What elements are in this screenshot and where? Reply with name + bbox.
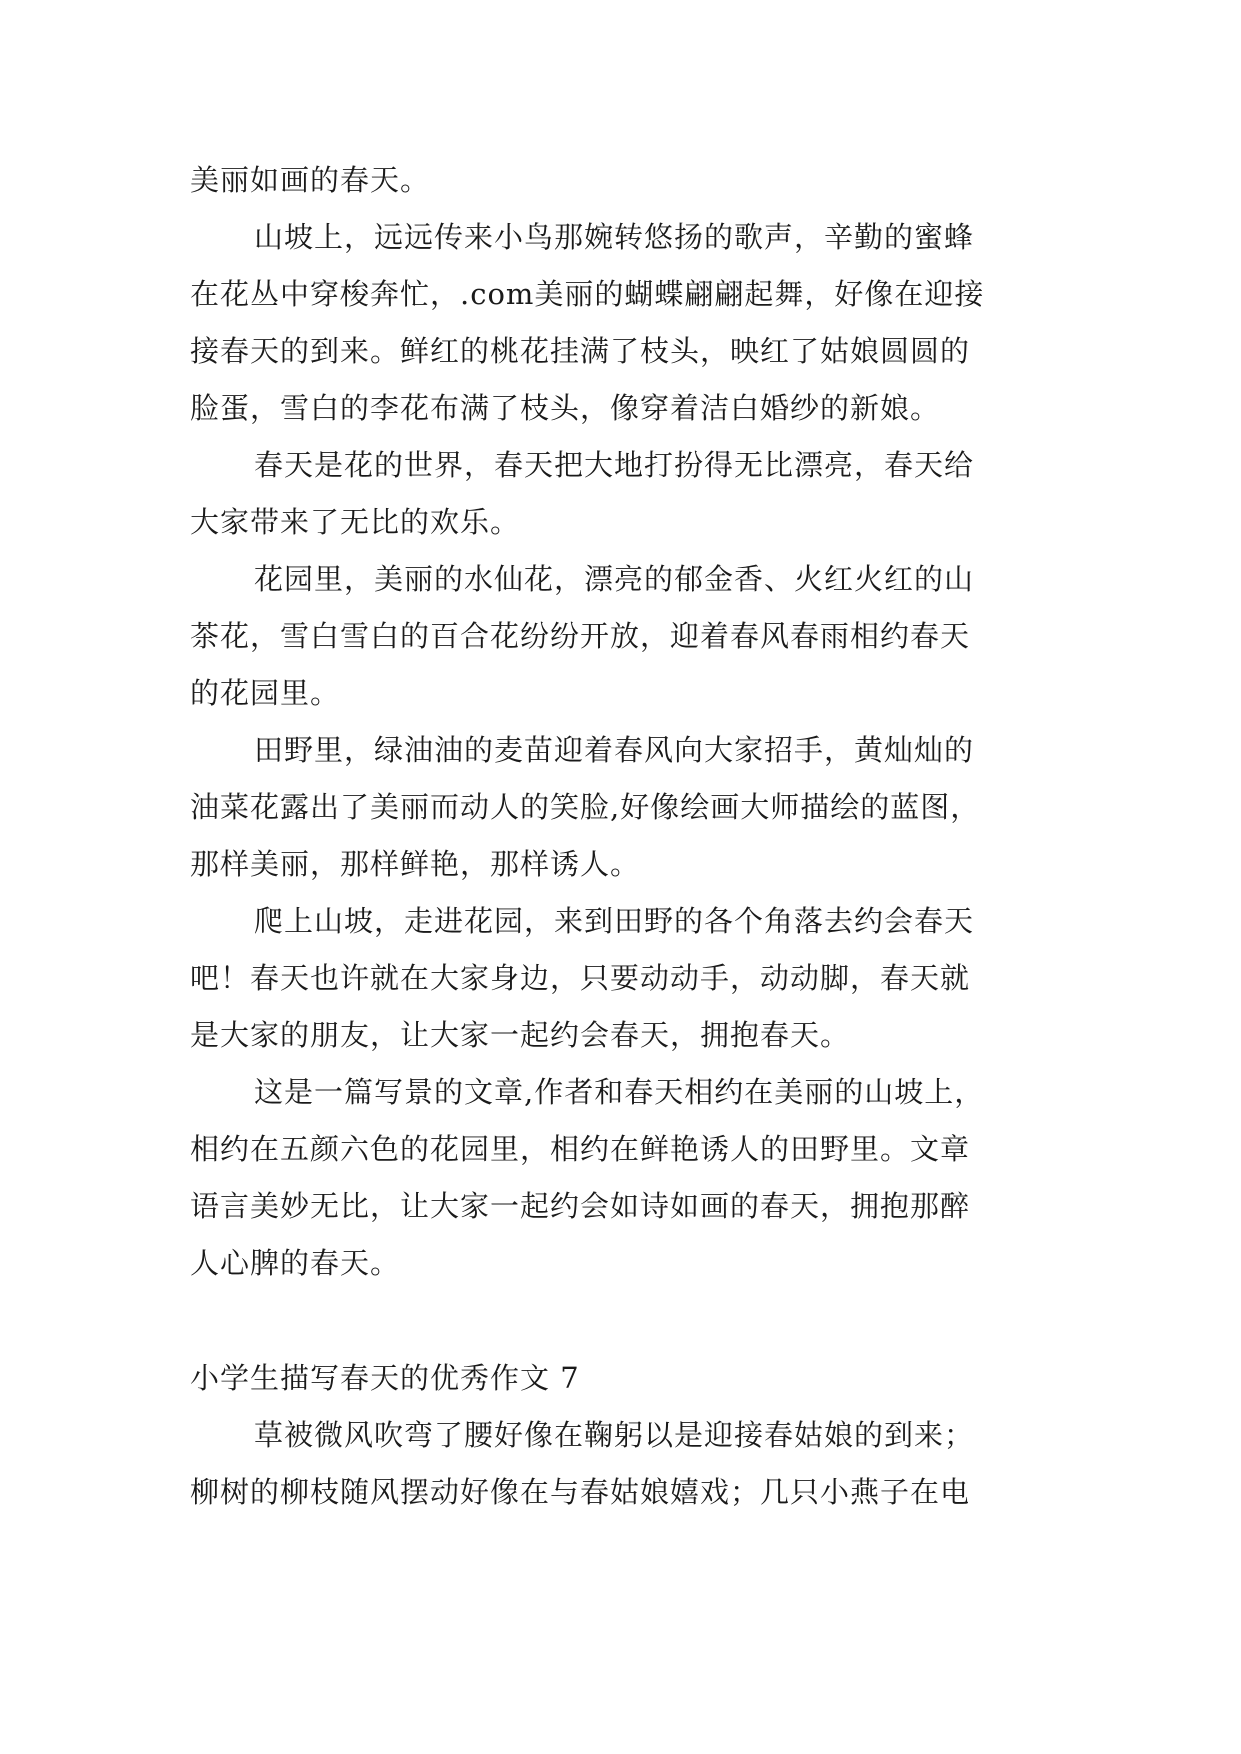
text-line: 山坡上，远远传来小鸟那婉转悠扬的歌声，辛勤的蜜蜂 (254, 220, 975, 254)
text-line: 花园里，美丽的水仙花，漂亮的郁金香、火红火红的山 (254, 562, 975, 596)
text-line: 在花丛中穿梭奔忙，.com美丽的蝴蝶翩翩起舞，好像在迎接 (190, 277, 985, 311)
text-line: 这是一篇写景的文章,作者和春天相约在美丽的山坡上， (254, 1075, 985, 1109)
section-heading: 小学生描写春天的优秀作文 7 (190, 1361, 580, 1395)
text-line: 相约在五颜六色的花园里，相约在鲜艳诱人的田野里。文章 (190, 1132, 971, 1166)
text-line: 语言美妙无比，让大家一起约会如诗如画的春天，拥抱那醉 (190, 1189, 971, 1223)
text-line: 大家带来了无比的欢乐。 (190, 505, 521, 539)
text-line: 美丽如画的春天。 (190, 163, 431, 197)
text-line: 脸蛋，雪白的李花布满了枝头，像穿着洁白婚纱的新娘。 (190, 391, 941, 425)
text-line: 人心脾的春天。 (190, 1246, 401, 1280)
text-line: 的花园里。 (190, 676, 341, 710)
text-line: 柳树的柳枝随风摆动好像在与春姑娘嬉戏；几只小燕子在电 (190, 1475, 971, 1509)
text-line: 是大家的朋友，让大家一起约会春天，拥抱春天。 (190, 1018, 851, 1052)
text-line: 油菜花露出了美丽而动人的笑脸,好像绘画大师描绘的蓝图， (190, 790, 981, 824)
text-line: 田野里，绿油油的麦苗迎着春风向大家招手，黄灿灿的 (254, 733, 975, 767)
text-line: 茶花，雪白雪白的百合花纷纷开放，迎着春风春雨相约春天 (190, 619, 971, 653)
text-line: 吧！春天也许就在大家身边，只要动动手，动动脚，春天就 (190, 961, 971, 995)
text-line: 爬上山坡，走进花园，来到田野的各个角落去约会春天 (254, 904, 975, 938)
text-line: 草被微风吹弯了腰好像在鞠躬以是迎接春姑娘的到来； (254, 1418, 975, 1452)
text-line: 接春天的到来。鲜红的桃花挂满了枝头，映红了姑娘圆圆的 (190, 334, 971, 368)
text-line: 那样美丽，那样鲜艳，那样诱人。 (190, 847, 641, 881)
text-line: 春天是花的世界，春天把大地打扮得无比漂亮，春天给 (254, 448, 975, 482)
